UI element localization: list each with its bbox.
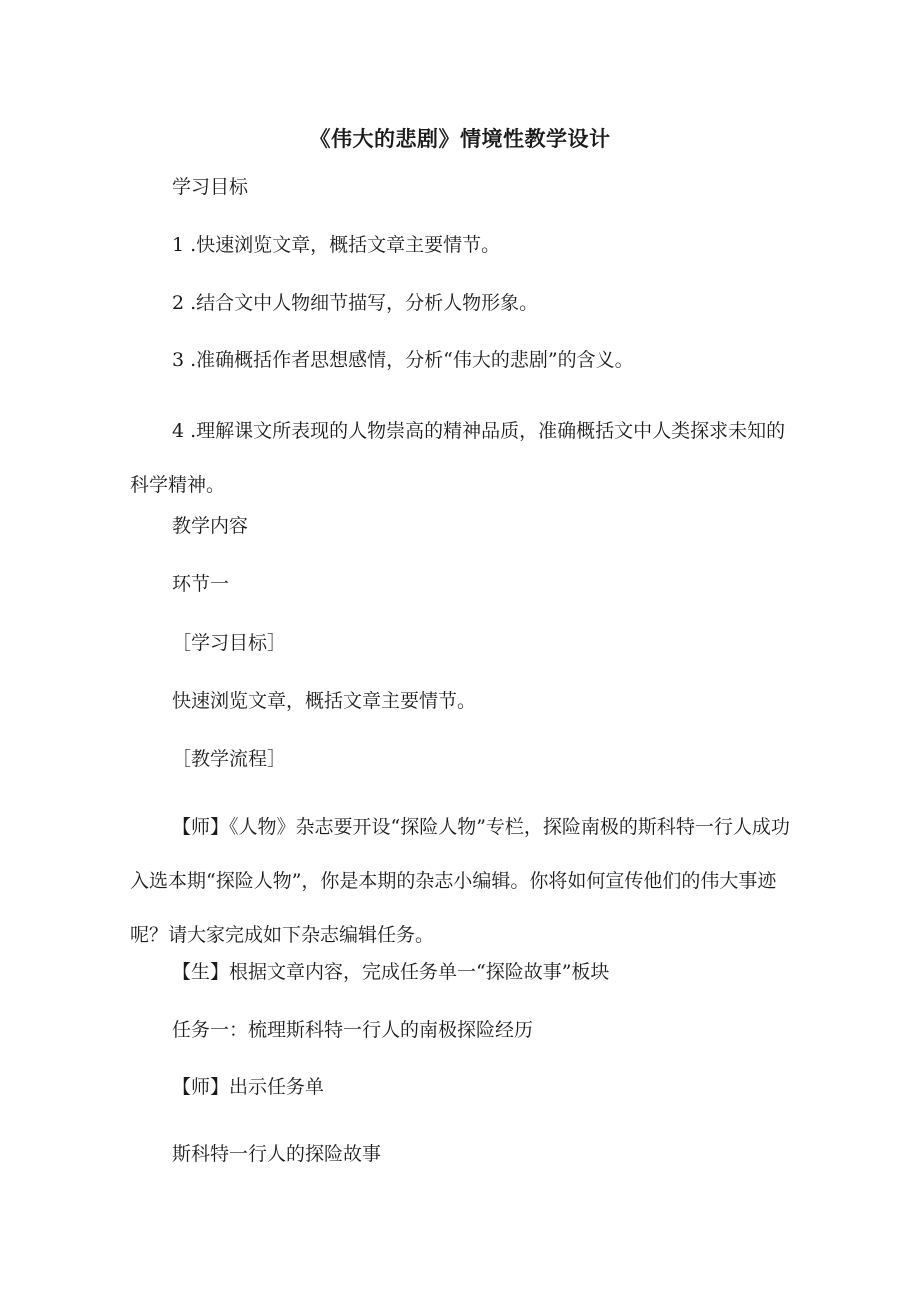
teacher-intro-paragraph: 【师】《人物》杂志要开设“探险人物”专栏，探险南极的斯科特一行人成功入选本期“探险人物”，你是本期的杂志小编辑。你将如何宣传他们的伟大事迹呢？请大家完成如下杂志编辑任务。 [130, 816, 790, 946]
objectives-heading: 学习目标 [172, 176, 249, 198]
document-title: 《伟大的悲剧》情境性教学设计 [309, 127, 611, 151]
objective-item-1: 1 .快速浏览文章，概括文章主要情节。 [172, 234, 501, 256]
section-one-heading: 环节一 [172, 573, 230, 595]
task-one-text: 任务一：梳理斯科特一行人的南极探险经历 [172, 1019, 534, 1041]
sub-objective-heading: ［学习目标］ [172, 632, 287, 654]
content-heading: 教学内容 [172, 515, 249, 537]
story-title-text: 斯科特一行人的探险故事 [172, 1143, 382, 1165]
objective-item-4: 4 .理解课文所表现的人物崇高的精神品质，准确概括文中人类探求未知的科学精神。 [130, 420, 786, 496]
student-task-text: 【生】根据文章内容，完成任务单一“探险故事”板块 [172, 961, 610, 983]
objective-item-3: 3 .准确概括作者思想感情，分析“伟大的悲剧”的含义。 [172, 349, 634, 371]
process-heading: ［教学流程］ [172, 748, 287, 770]
teacher-show-text: 【师】出示任务单 [172, 1076, 325, 1098]
sub-objective-text: 快速浏览文章，概括文章主要情节。 [172, 690, 477, 712]
objective-item-2: 2 .结合文中人物细节描写，分析人物形象。 [172, 292, 539, 314]
